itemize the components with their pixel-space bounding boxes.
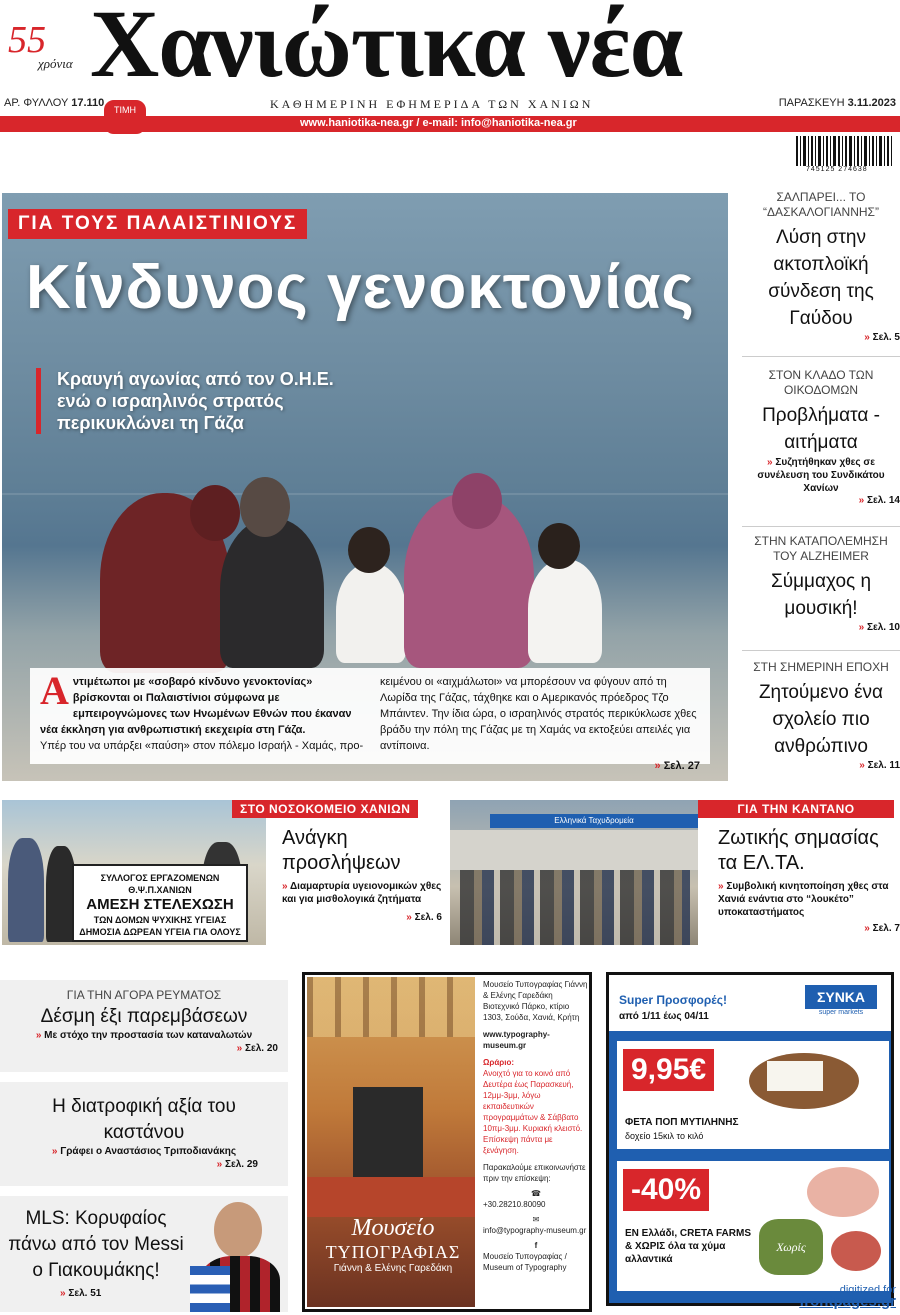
ceiling-lights bbox=[307, 977, 475, 1037]
crowd bbox=[460, 870, 690, 945]
hero-kicker: ΓΙΑ ΤΟΥΣ ΠΑΛΑΙΣΤΙΝΙΟΥΣ bbox=[8, 209, 307, 239]
middle-left-tag: ΣΤΟ ΝΟΣΟΚΟΜΕΙΟ ΧΑΝΙΩΝ bbox=[232, 800, 418, 818]
salami bbox=[831, 1231, 881, 1271]
middle-left-story[interactable]: Ανάγκη προσλήψεων » Διαμαρτυρία υγειονομικών χθες και για μισθολογικά ζητήματα » Σελ. 6 bbox=[282, 827, 442, 923]
player-photo bbox=[190, 1196, 288, 1312]
figure-child-2 bbox=[528, 559, 602, 663]
museum-website[interactable]: www.typography-museum.gr bbox=[483, 1030, 550, 1050]
issue-date: ΠΑΡΑΣΚΕΥΗ 3.11.2023 bbox=[778, 97, 896, 109]
discount-badge: -40% bbox=[623, 1169, 709, 1211]
right-story-4[interactable]: ΣΤΗ ΣΗΜΕΡΙΝΗ ΕΠΟΧΗ Ζητούμενο ένα σχολείο πιο ανθρώπινο » Σελ. 11 bbox=[753, 660, 900, 771]
post-office-photo bbox=[450, 800, 698, 945]
anniversary-logo bbox=[8, 18, 86, 78]
ad-header: Super Προσφορές! από 1/11 έως 04/11 ΣΥΝΚΑ super markets bbox=[609, 975, 891, 1027]
ham bbox=[807, 1167, 879, 1217]
synka-logo: ΣΥΝΚΑ bbox=[805, 985, 877, 1009]
protest-banner: ΣΥΛΛΟΓΟΣ ΕΡΓΑΖΟΜΕΝΩΝ Θ.Ψ.Π.ΧΑΝΙΩΝ ΑΜΕΣΗ ΣΤΕΛΕΧΩΣΗ ΤΩΝ ΔΟΜΩΝ ΨΥΧΙΚΗΣ ΥΓΕΙΑΣ ΔΗΜΟΣΙΑ ΔΩΡΕΑΝ ΥΓΕΙΑ ΓΙΑ ΟΛΟΥΣ bbox=[72, 864, 248, 942]
anniversary-number: 55 bbox=[8, 19, 46, 61]
middle-right-tag: ΓΙΑ ΤΗΝ ΚΑΝΤΑΝΟ bbox=[698, 800, 894, 818]
lower-story-1[interactable]: ΓΙΑ ΤΗΝ ΑΓΟΡΑ ΡΕΥΜΑΤΟΣ Δέσμη έξι παρεμβάσεων » Με στόχο την προστασία των καταναλωτών » Σελ. 20 bbox=[0, 980, 288, 1072]
post-office-sign: Ελληνικά Ταχυδρομεία bbox=[490, 814, 698, 828]
protest-photo bbox=[2, 800, 266, 945]
museum-advertisement[interactable] bbox=[302, 972, 592, 1312]
supermarket-advertisement[interactable] bbox=[606, 972, 896, 1310]
museum-floor bbox=[307, 1177, 475, 1217]
right-story-2[interactable]: ΣΤΟΝ ΚΛΑΔΟ ΤΩΝ ΟΙΚΟΔΟΜΩΝ Προβλήματα - αιτήματα » Συζητήθηκαν χθες σε συνέλευση του Συνδικάτου Χανίων » Σελ. 14 bbox=[757, 368, 900, 506]
anniversary-word: χρόνια bbox=[38, 56, 73, 71]
horizon-line bbox=[2, 493, 728, 495]
facebook-icon: f bbox=[534, 1241, 538, 1250]
museum-phone[interactable]: +30.28210.80090 bbox=[483, 1200, 546, 1209]
figure-woman-3-head bbox=[452, 473, 502, 529]
dropcap: Α bbox=[40, 668, 69, 713]
museum-facebook[interactable]: Μουσείο Τυπογραφίας / Museum of Typography bbox=[483, 1252, 567, 1272]
museum-logo: Μουσείο ΤΥΠΟΓΡΑΦΙΑΣ Γιάννη & Ελένης Γαρεδάκη bbox=[325, 1215, 461, 1274]
barcode-number: 745125 274638 bbox=[806, 166, 868, 173]
person bbox=[8, 838, 44, 942]
tagline: ΚΑΘΗΜΕΡΙΝΗ ΕΦΗΜΕΡΙΔΑ ΤΩΝ ΧΑΝΙΩΝ bbox=[270, 97, 594, 111]
newspaper-title: Χανιώτικα νέα bbox=[90, 0, 683, 97]
contact-bar bbox=[0, 116, 900, 132]
lower-story-3[interactable]: MLS: Κορυφαίος πάνω από τον Messi ο Γιακουμάκης! » Σελ. 51 bbox=[0, 1196, 288, 1312]
hero-headline[interactable]: Κίνδυνος γενοκτονίας bbox=[26, 253, 695, 322]
price-badge: ΤΙΜΗ bbox=[104, 100, 146, 134]
player-head bbox=[214, 1202, 262, 1258]
email-icon: ✉ bbox=[532, 1215, 540, 1224]
museum-email[interactable]: info@typography-museum.gr bbox=[483, 1226, 587, 1235]
phone-icon: ☎ bbox=[531, 1189, 541, 1198]
feta-price: 9,95€ bbox=[623, 1049, 714, 1091]
figure-child-1-head bbox=[348, 527, 390, 573]
contact-link[interactable]: www.haniotika-nea.gr / e-mail: info@haniotika-nea.gr bbox=[300, 117, 577, 129]
museum-info: Μουσείο Τυπογραφίας Γιάννη & Ελένης Γαρεδάκη Βιοτεχνικό Πάρκο, κτίριο 1303, Σούδα, Χανιά, Κρήτη www.typography-museum.gr Ωράριο: Ανοιχτό για το κοινό από Δευτέρα έως Παρασκευή, 12μμ-3μμ, λόγω εκπαιδευτικών προγραμμάτων & Σάββατο 10πμ-3μμ. Κυριακή κλειστό. Επίσκεψη πάντα με ξενάγηση. Παρακαλούμε επικοινωνήστε πριν την επίσκεψη: ☎ +30.28210.80090 ✉ info@typography-museum.gr f Μουσείο Τυπογραφίας / Museum of Typography bbox=[483, 980, 588, 1272]
greek-flag bbox=[190, 1266, 230, 1312]
feta-cheese bbox=[767, 1061, 823, 1091]
hero-page-ref[interactable]: » Σελ. 27 bbox=[654, 760, 700, 772]
right-story-3[interactable]: ΣΤΗΝ ΚΑΤΑΠΟΛΕΜΗΣΗ ΤΟΥ ALZHEIMER Σύμμαχος η μουσική! » Σελ. 10 bbox=[754, 534, 900, 633]
lower-story-2[interactable]: Η διατροφική αξία του καστάνου » Γράφει ο Αναστάσιος Τριποδιανάκης » Σελ. 29 bbox=[0, 1082, 288, 1186]
issue-number: ΑΡ. ΦΥΛΛΟΥ 17.110 bbox=[4, 97, 105, 109]
watermark-link[interactable]: frontpages.gr bbox=[799, 1293, 896, 1310]
watermark: digitized for frontpages.gr bbox=[799, 1284, 896, 1310]
barcode bbox=[792, 134, 896, 176]
figure-woman-1-head bbox=[190, 485, 240, 541]
offer-cold-cuts[interactable]: -40% Χωρίς ΕΝ Ελλάδι, CRETA FARMS & ΧΩΡΙΣ όλα τα χύμα αλλαντικά bbox=[617, 1161, 889, 1291]
cold-cuts-pack: Χωρίς bbox=[759, 1219, 823, 1275]
right-divider bbox=[742, 650, 900, 651]
hero-lead bbox=[30, 668, 710, 772]
middle-right-story[interactable]: Ζωτικής σημασίας τα ΕΛ.ΤΑ. » Συμβολική κινητοποίηση χθες στα Χανιά ενάντια στο “λουκέτο” υποκαταστήματος » Σελ. 7 bbox=[718, 827, 900, 934]
printing-press bbox=[353, 1087, 423, 1177]
offer-feta[interactable]: 9,95€ ΦΕΤΑ ΠΟΠ ΜΥΤΙΛΗΝΗΣ δοχείο 15κιλ το κιλό bbox=[617, 1041, 889, 1149]
figure-child-2-head bbox=[538, 523, 580, 569]
lead-column-1: Αντιμέτωποι με «σοβαρό κίνδυνο γενοκτονίας» βρίσκονται οι Παλαιστίνιοι σύμφωνα με εμπειρογνώμονες των Ηνωμένων Εθνών που έκαναν νέα έκκληση για ανθρωπιστική εκεχειρία στη Γάζα. Υπέρ του να υπάρξει «παύση» στον πόλεμο Ισραήλ - Χαμάς, προ- bbox=[40, 668, 364, 752]
figure-woman-2 bbox=[220, 518, 324, 668]
right-divider bbox=[742, 526, 900, 527]
right-story-1[interactable]: ΣΑΛΠΑΡΕΙ... ΤΟ “ΔΑΣΚΑΛΟΓΙΑΝΝΗΣ” Λύση στην ακτοπλοϊκή σύνδεση της Γαύδου » Σελ. 5 bbox=[763, 190, 900, 343]
figure-child-1 bbox=[336, 563, 406, 663]
figure-woman-2-head bbox=[240, 477, 290, 537]
right-divider bbox=[742, 356, 900, 357]
hero-subhead: Κραυγή αγωνίας από τον Ο.Η.Ε. ενώ ο ισραηλινός στρατός περικυκλώνει τη Γάζα bbox=[36, 368, 366, 434]
building-front bbox=[450, 830, 698, 870]
lead-column-2: κειμένου οι «αιχμάλωτοι» να μπορέσουν να φύγουν από τη Λωρίδα της Γάζας, τάχθηκε και ο Αμερικανός πρόεδρος Τζο Μπάιντεν. Την ίδια ώρα, ο ισραηλινός στρατός περικύκλωσε χθες βράδυ την πόλη της Γάζας με τη Χαμάς να εκτοξεύει απειλές για αντίποινα. » Σελ. 27 bbox=[380, 676, 700, 772]
